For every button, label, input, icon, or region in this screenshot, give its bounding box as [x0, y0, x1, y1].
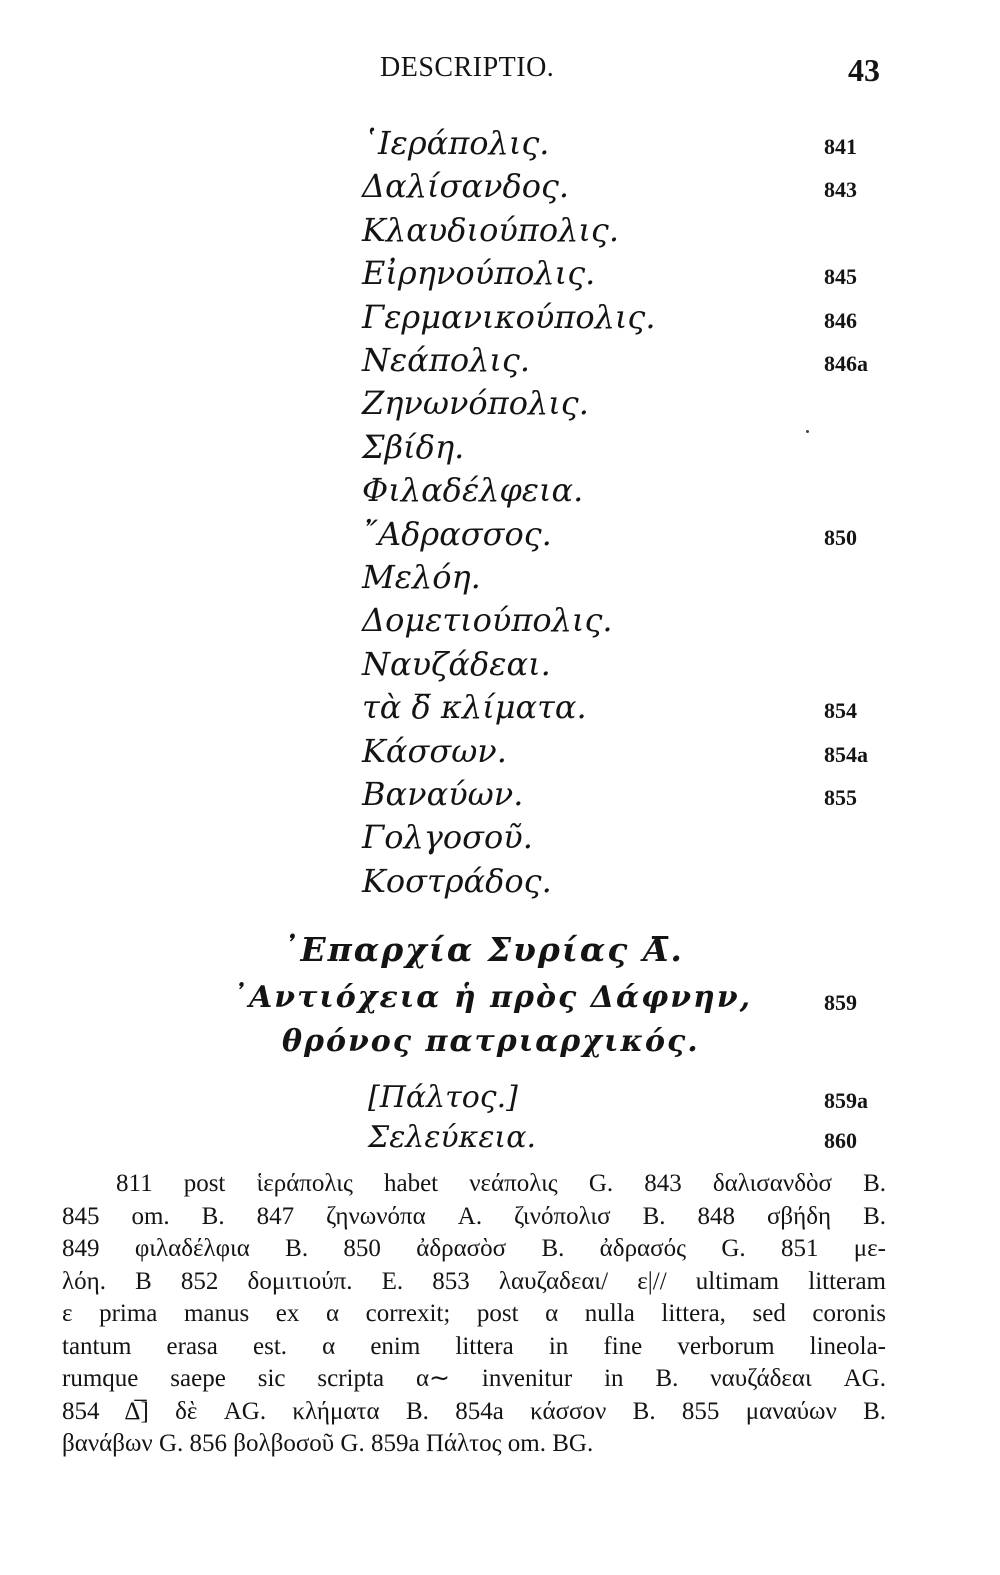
place-name: Κοστράδος. [362, 861, 552, 900]
line-number: 845 [824, 264, 857, 290]
place-name: ῎Αδρασσος. [362, 514, 552, 553]
place-name: Δομετιούπολις. [362, 601, 613, 640]
line-number: 860 [824, 1128, 857, 1153]
list-item [0, 428, 1000, 470]
line-number: 846a [824, 351, 868, 376]
line-number: 850 [824, 524, 857, 550]
place-name: Γερμανικούπολις. [362, 297, 656, 336]
apparatus-line: 811 post ἱεράπολις habet νεάπολις G. 843 δαλισανδὸσ B. [116, 1170, 886, 1197]
apparatus-line: βανάβων G. 856 βολβοσοῦ G. 859a Πάλτος om. BG. [62, 1430, 594, 1457]
place-name: Φιλαδέλφεια. [362, 471, 584, 510]
line-number: 854a [824, 741, 868, 767]
line-number: 843 [824, 177, 857, 203]
apparatus-line: ε prima manus ex α correxit; post α nulla littera, sed coronis [62, 1300, 886, 1327]
place-name: Νεάπολις. [362, 341, 530, 379]
list-item [0, 254, 1000, 296]
apparatus-line: tantum erasa est. α enim littera in fine verborum lineola- [62, 1332, 886, 1360]
place-name: ῾Ιεράπολις. [362, 124, 550, 162]
critical-apparatus [62, 1168, 886, 1461]
running-head: DESCRIPTIO. [380, 52, 555, 83]
apparatus-line: 849 φιλαδέλφια B. 850 ἀδρασὸσ B. ἀδρασός G. 851 με- [62, 1235, 886, 1262]
apparatus-line: 854 Δ̅] δὲ AG. κλήματα B. 854a κάσσον B. 855 μαναύων B. [62, 1397, 886, 1425]
list-item [0, 515, 1000, 557]
list-item [0, 558, 1000, 600]
place-name: Κλαυδιούπολις. [362, 210, 619, 249]
list-item [0, 471, 1000, 513]
list-item [0, 124, 1000, 166]
list-item [0, 732, 1000, 774]
line-number: 841 [824, 134, 857, 159]
print-speck [806, 430, 809, 433]
apparatus-line: 845 om. B. 847 ζηνωνόπα A. ζινόπολισ B. 848 σβήδη B. [62, 1202, 886, 1230]
line-number: 859a [824, 1088, 868, 1113]
line-number: 854 [824, 698, 857, 724]
place-name: Βαναύων. [362, 775, 524, 813]
line-number: 855 [824, 785, 857, 810]
list-item [0, 862, 1000, 904]
list-item [0, 688, 1000, 730]
list-item [0, 818, 1000, 860]
list-item [0, 341, 1000, 383]
list-item [0, 601, 1000, 643]
place-name: Ναυζάδεαι. [362, 644, 551, 683]
metropolis-line-1: ᾿Αντιόχεια ἡ πρὸς Δάφνην, [232, 980, 753, 1015]
list-item [0, 775, 1000, 817]
apparatus-line: rumque saepe sic scripta α∼ invenitur in B. ναυζάδεαι AG. [62, 1365, 886, 1392]
place-name: Σβίδη. [362, 427, 465, 466]
line-number: 859 [824, 990, 857, 1015]
sub-entry-paltos: [Πάλτος.] [368, 1080, 518, 1115]
place-name: Κάσσων. [362, 731, 507, 770]
place-name: Γολγοσοῦ. [362, 818, 533, 857]
apparatus-line: λόη. B 852 δομιτιούπ. E. 853 λαυζαδεαι/ ε|// ultimam litteram [62, 1267, 886, 1295]
list-item [0, 645, 1000, 687]
line-number: 846 [824, 307, 857, 333]
place-name: Εἰρηνούπολις. [362, 254, 596, 293]
page-number: 43 [848, 52, 880, 88]
place-name: Μελόη. [362, 558, 481, 596]
metropolis-line-2: θρόνος πατριαρχικός. [282, 1024, 700, 1059]
eparchy-heading: ᾿Επαρχία Συρίας Α̅. [282, 930, 684, 969]
list-item [0, 298, 1000, 340]
sub-entry-seleukeia: Σελεύκεια. [368, 1120, 536, 1155]
list-item [0, 211, 1000, 253]
place-name: τὰ δ̅ κλίματα. [362, 688, 587, 727]
list-item [0, 384, 1000, 426]
place-name: Ζηνωνόπολις. [362, 384, 589, 423]
place-name: Δαλίσανδος. [362, 167, 570, 206]
list-item [0, 167, 1000, 209]
